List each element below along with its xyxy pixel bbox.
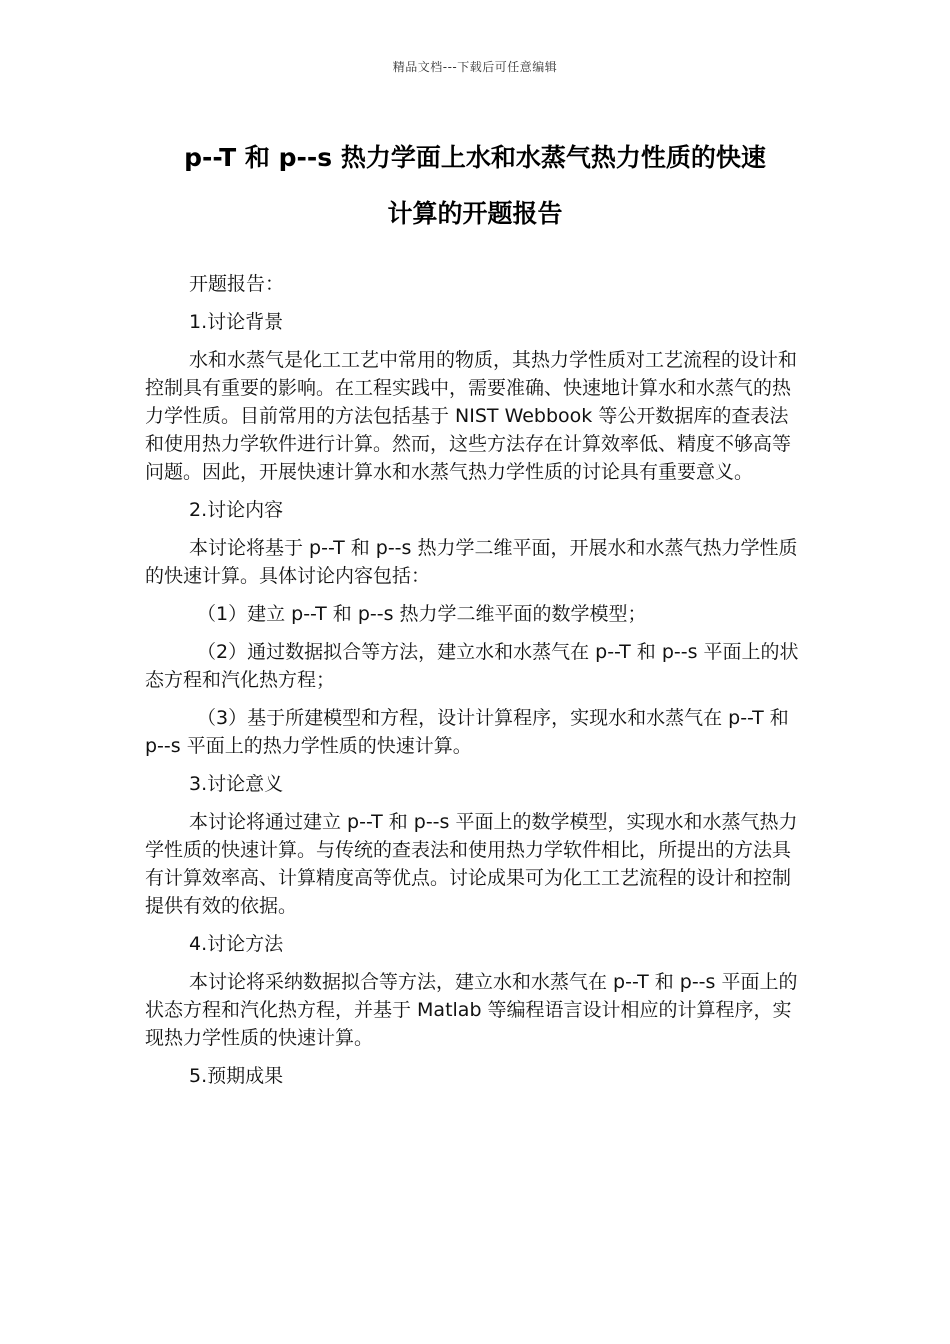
title-line-2: 计算的开题报告 — [387, 199, 563, 228]
section-heading-expected-results: 5.预期成果 — [189, 1065, 284, 1087]
paragraph-background: 水和水蒸气是化工工艺中常用的物质，其热力学性质对工艺流程的设计和控制具有重要的影响。在工程实践中，需要准确、快速地计算水和水蒸气的热力学性质。目前常用的方法包括基于 NIST Webbook 等公开数据库的查表法和使用热力学软件进行计算。然而，这些方法存在计算效率低、精度不够高等问题。因此，开展快速计算水和水蒸气热力学性质的讨论具有重要意义。 — [145, 349, 798, 483]
list-item-2: （2）通过数据拟合等方法，建立水和水蒸气在 p--T 和 p--s 平面上的状态方程和汽化热方程； — [145, 641, 799, 691]
section-heading-method: 4.讨论方法 — [189, 933, 284, 955]
list-item-3: （3）基于所建模型和方程，设计计算程序，实现水和水蒸气在 p--T 和 p--s 平面上的热力学性质的快速计算。 — [145, 707, 789, 757]
paragraph-content: 本讨论将基于 p--T 和 p--s 热力学二维平面，开展水和水蒸气热力学性质的快速计算。具体讨论内容包括： — [145, 537, 798, 587]
intro-label: 开题报告： — [189, 273, 285, 295]
document-body — [145, 270, 807, 1100]
paragraph-method: 本讨论将采纳数据拟合等方法，建立水和水蒸气在 p--T 和 p--s 平面上的状态方程和汽化热方程，并基于 Matlab 等编程语言设计相应的计算程序，实现热力学性质的快速计算。 — [145, 971, 798, 1049]
page-header: 精品文档---下载后可任意编辑 — [392, 60, 558, 74]
list-item-1: （1）建立 p--T 和 p--s 热力学二维平面的数学模型； — [197, 603, 647, 625]
section-heading-background: 1.讨论背景 — [189, 311, 284, 333]
paragraph-significance: 本讨论将通过建立 p--T 和 p--s 平面上的数学模型，实现水和水蒸气热力学性质的快速计算。与传统的查表法和使用热力学软件相比，所提出的方法具有计算效率高、计算精度高等优点。讨论成果可为化工工艺流程的设计和控制提供有效的依据。 — [145, 811, 798, 917]
section-heading-content: 2.讨论内容 — [189, 499, 284, 521]
title-line-1: p--T 和 p--s 热力学面上水和水蒸气热力性质的快速 — [184, 143, 766, 172]
section-heading-significance: 3.讨论意义 — [189, 773, 284, 795]
document-title — [120, 130, 830, 242]
